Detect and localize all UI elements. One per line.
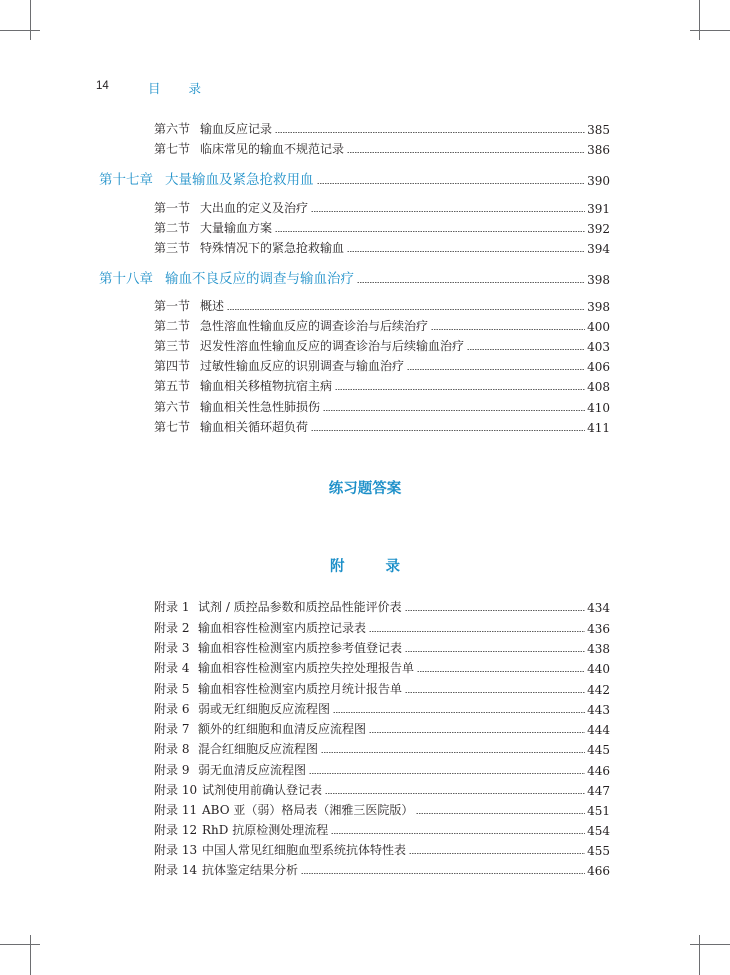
leader-dots: [347, 152, 585, 153]
section-label: 第六节: [154, 122, 191, 136]
appendix-title: 试剂 / 质控品参数和质控品性能评价表: [198, 600, 402, 614]
leader-dots: [311, 211, 585, 212]
leader-dots: [309, 773, 585, 774]
toc-chapter-17[interactable]: [99, 170, 610, 188]
section-label: 第七节: [154, 420, 191, 434]
appendix-label: 附录 13: [154, 843, 198, 857]
toc-appendix-entry[interactable]: [154, 781, 610, 798]
appendix-title: 输血相容性检测室内质控失控处理报告单: [198, 661, 415, 675]
section-title: 输血相关移植物抗宿主病: [200, 379, 333, 393]
toc-section-entry[interactable]: [154, 199, 610, 216]
section-page: 394: [587, 242, 610, 256]
toc-section-entry[interactable]: [154, 377, 610, 394]
answers-heading[interactable]: 练习题答案: [328, 481, 402, 497]
section-title: 输血相关性急性肺损伤: [200, 400, 321, 414]
section-label: 第四节: [154, 359, 191, 373]
section-page: 410: [587, 401, 610, 415]
leader-dots: [335, 389, 585, 390]
section-title: 临床常见的输血不规范记录: [200, 142, 345, 156]
section-page: 403: [587, 340, 610, 354]
toc-appendix-entry[interactable]: [154, 619, 610, 636]
section-page: 406: [587, 360, 610, 374]
toc-appendix-entry[interactable]: [154, 680, 610, 697]
toc-section-entry[interactable]: [154, 337, 610, 354]
appendix-page: 446: [587, 764, 610, 778]
section-title: 输血相关循环超负荷: [200, 420, 309, 434]
toc-appendix-entry[interactable]: [154, 821, 610, 838]
appendix-page: 451: [587, 804, 610, 818]
toc-appendix-entry[interactable]: [154, 639, 610, 656]
appendix-label: 附录 7: [154, 722, 190, 736]
appendix-page: 445: [587, 743, 610, 757]
toc-chapter-18[interactable]: [99, 269, 610, 287]
toc-appendix-entry[interactable]: [154, 720, 610, 737]
appendix-title: 中国人常见红细胞血型系统抗体特性表: [202, 843, 407, 857]
section-label: 第五节: [154, 379, 191, 393]
crop-mark-bottom-right-h: [690, 944, 730, 945]
appendix-title: 抗体鉴定结果分析: [202, 863, 299, 877]
toc-appendix-entry[interactable]: [154, 861, 610, 878]
appendix-title: 试剂使用前确认登记表: [202, 783, 323, 797]
section-title: 大量输血方案: [200, 221, 273, 235]
section-label: 第六节: [154, 400, 191, 414]
toc-appendix-entry[interactable]: [154, 801, 610, 818]
appendix-title: 输血相容性检测室内质控参考值登记表: [198, 641, 403, 655]
appendix-title: RhD 抗原检测处理流程: [202, 823, 329, 837]
toc-section-entry[interactable]: [154, 297, 610, 314]
leader-dots: [275, 231, 585, 232]
appendix-page: 454: [587, 824, 610, 838]
crop-mark-bottom-left-h: [0, 944, 40, 945]
leader-dots: [407, 369, 585, 370]
leader-dots: [405, 692, 585, 693]
crop-mark-top-left-v: [30, 0, 31, 40]
running-header-title: 目 录: [148, 81, 213, 96]
toc-appendix-entry[interactable]: [154, 700, 610, 717]
appendix-heading[interactable]: 附 录: [329, 559, 419, 575]
section-title: 迟发性溶血性输血反应的调查诊治与后续输血治疗: [200, 339, 465, 353]
toc-section-entry[interactable]: [154, 239, 610, 256]
chapter-title: 输血不良反应的调查与输血治疗: [165, 271, 354, 287]
leader-dots: [467, 349, 585, 350]
appendix-label: 附录 6: [154, 702, 190, 716]
appendix-label: 附录 8: [154, 742, 190, 756]
chapter-page: 398: [587, 273, 610, 287]
appendix-page: 466: [587, 864, 610, 878]
crop-mark-bottom-left-v: [30, 935, 31, 975]
toc-section-entry[interactable]: [154, 140, 610, 157]
toc-section-entry[interactable]: [154, 219, 610, 236]
section-page: 398: [587, 300, 610, 314]
appendix-label: 附录 14: [154, 863, 198, 877]
appendix-page: 434: [587, 601, 610, 615]
leader-dots: [311, 430, 585, 431]
appendix-page: 436: [587, 622, 610, 636]
toc-section-entry[interactable]: [154, 418, 610, 435]
appendix-label: 附录 10: [154, 783, 198, 797]
toc-appendix-entry[interactable]: [154, 740, 610, 757]
section-label: 第二节: [154, 221, 191, 235]
leader-dots: [405, 651, 585, 652]
leader-dots: [301, 873, 585, 874]
section-page: 385: [587, 123, 610, 137]
section-title: 概述: [200, 299, 225, 313]
appendix-title: 弱无血清反应流程图: [198, 763, 307, 777]
appendix-label: 附录 9: [154, 763, 190, 777]
section-page: 408: [587, 380, 610, 394]
appendix-label: 附录 3: [154, 641, 190, 655]
leader-dots: [325, 793, 585, 794]
appendix-page: 442: [587, 683, 610, 697]
appendix-title: 额外的红细胞和血清反应流程图: [198, 722, 367, 736]
leader-dots: [331, 833, 585, 834]
leader-dots: [323, 410, 585, 411]
section-title: 输血反应记录: [200, 122, 273, 136]
chapter-label: 第十七章: [99, 172, 153, 188]
toc-section-entry[interactable]: [154, 120, 610, 137]
crop-mark-top-right-v: [699, 0, 700, 40]
appendix-page: 440: [587, 662, 610, 676]
leader-dots: [227, 309, 585, 310]
section-page: 391: [587, 202, 610, 216]
crop-mark-top-right-h: [690, 30, 730, 31]
appendix-title: 弱或无红细胞反应流程图: [198, 702, 331, 716]
chapter-page: 390: [587, 174, 610, 188]
section-title: 急性溶血性输血反应的调查诊治与后续治疗: [200, 319, 429, 333]
toc-section-entry[interactable]: [154, 398, 610, 415]
appendix-label: 附录 4: [154, 661, 190, 675]
appendix-label: 附录 11: [154, 803, 198, 817]
section-label: 第一节: [154, 201, 191, 215]
chapter-title: 大量输血及紧急抢救用血: [165, 172, 314, 188]
section-label: 第一节: [154, 299, 191, 313]
leader-dots: [321, 752, 585, 753]
appendix-page: 444: [587, 723, 610, 737]
leader-dots: [416, 813, 585, 814]
leader-dots: [347, 251, 585, 252]
appendix-title: 输血相容性检测室内质控记录表: [198, 621, 367, 635]
toc-appendix-entry[interactable]: [154, 598, 610, 615]
section-page: 386: [587, 143, 610, 157]
appendix-title: ABO 亚（弱）格局表（湘雅三医院版）: [202, 803, 414, 817]
leader-dots: [275, 132, 585, 133]
leader-dots: [409, 853, 585, 854]
toc-appendix-entry[interactable]: [154, 659, 610, 676]
leader-dots: [405, 610, 585, 611]
appendix-page: 455: [587, 844, 610, 858]
section-label: 第二节: [154, 319, 191, 333]
section-title: 特殊情况下的紧急抢救输血: [200, 241, 345, 255]
section-title: 大出血的定义及治疗: [200, 201, 309, 215]
toc-appendix-entry[interactable]: [154, 841, 610, 858]
section-page: 400: [587, 320, 610, 334]
leader-dots: [357, 282, 585, 283]
toc-section-entry[interactable]: [154, 357, 610, 374]
leader-dots: [431, 329, 585, 330]
appendix-label: 附录 12: [154, 823, 198, 837]
appendix-page: 438: [587, 642, 610, 656]
section-page: 392: [587, 222, 610, 236]
appendix-label: 附录 2: [154, 621, 190, 635]
appendix-label: 附录 1: [154, 600, 190, 614]
section-title: 过敏性输血反应的识别调查与输血治疗: [200, 359, 405, 373]
section-label: 第七节: [154, 142, 191, 156]
section-label: 第三节: [154, 339, 191, 353]
appendix-title: 混合红细胞反应流程图: [198, 742, 319, 756]
appendix-page: 447: [587, 784, 610, 798]
leader-dots: [369, 631, 585, 632]
crop-mark-bottom-right-v: [699, 935, 700, 975]
crop-mark-top-left-h: [0, 30, 40, 31]
appendix-page: 443: [587, 703, 610, 717]
toc-appendix-entry[interactable]: [154, 761, 610, 778]
appendix-label: 附录 5: [154, 682, 190, 696]
page-number: 14: [96, 80, 109, 92]
chapter-label: 第十八章: [99, 271, 153, 287]
section-label: 第三节: [154, 241, 191, 255]
appendix-title: 输血相容性检测室内质控月统计报告单: [198, 682, 403, 696]
section-page: 411: [587, 421, 610, 435]
leader-dots: [317, 183, 586, 184]
leader-dots: [369, 732, 585, 733]
leader-dots: [417, 671, 585, 672]
leader-dots: [333, 712, 585, 713]
toc-section-entry[interactable]: [154, 317, 610, 334]
